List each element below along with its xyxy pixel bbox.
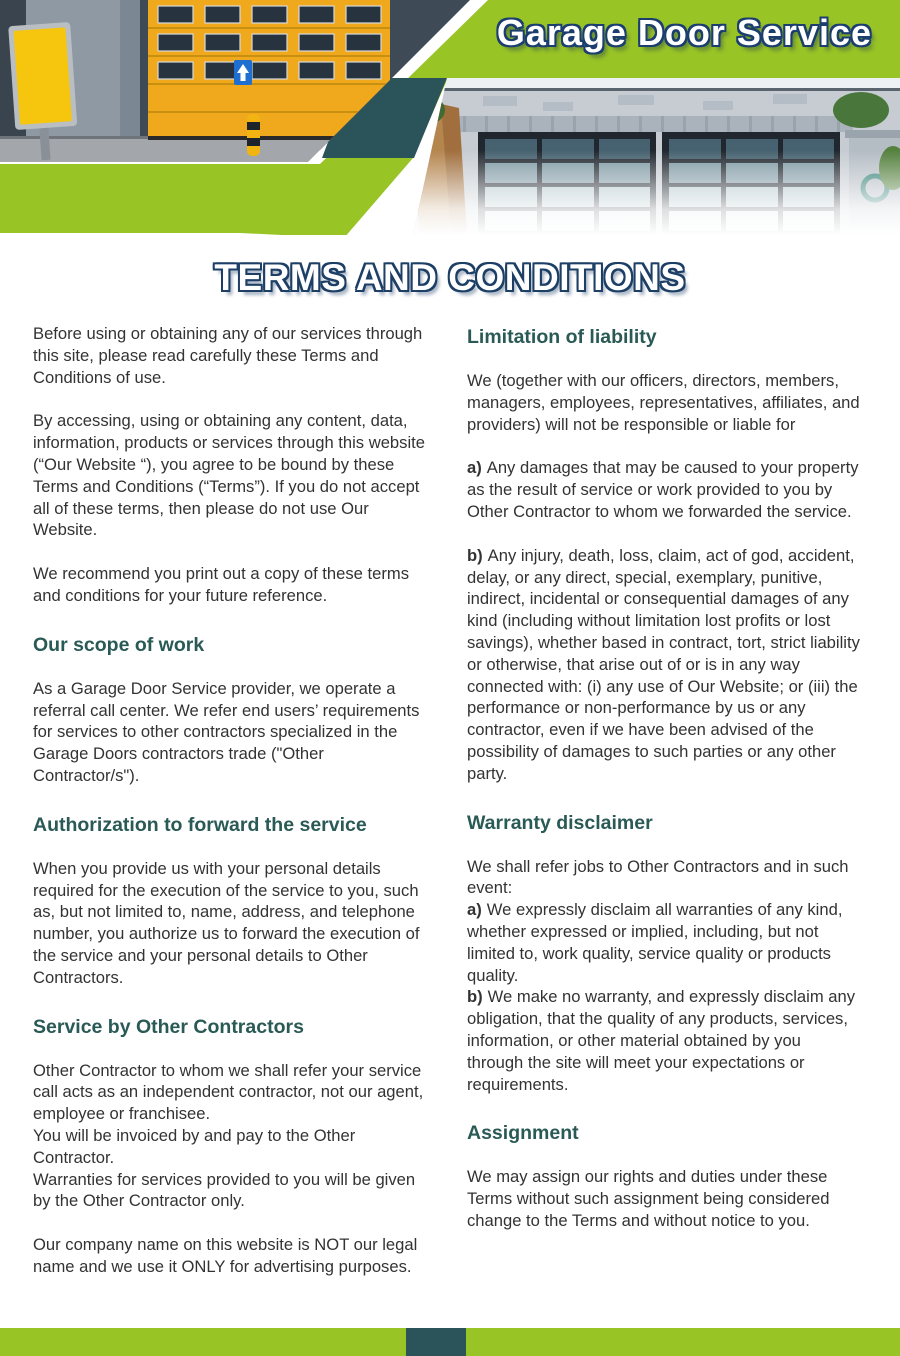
section-heading-service: Service by Other Contractors bbox=[33, 1015, 304, 1038]
company-name-paragraph: Our company name on this website is NOT our legal name and we use it ONLY for advertising purposes. bbox=[33, 1235, 418, 1276]
scope-paragraph: As a Garage Door Service provider, we operate a referral call center. We refer end users’ requirements for services to other contractors specialized in the Garage Doors contractors trade ("Other Contractor/s"). bbox=[33, 678, 420, 785]
terms-document bbox=[0, 235, 900, 1328]
liability-item-a-text: Any damages that may be caused to your property as the result of service or work provided to you by Other Contractor to whom we forwarded the service. bbox=[467, 458, 859, 521]
section-heading-scope: Our scope of work bbox=[33, 633, 205, 656]
intro-paragraph-2: By accessing, using or obtaining any content, data, information, products or services through this website (“Our Website “), you agree to be bound by these Terms and Conditions (“Terms”). If you do not accept all of these terms, then please do not use Our Website. bbox=[33, 411, 425, 540]
blue-arrow-sign bbox=[234, 60, 252, 85]
warranty-intro-line: We shall refer jobs to Other Contractors and in such event: bbox=[467, 856, 849, 898]
liability-item-b-text: Any injury, death, loss, claim, act of god, accident, delay, or any direct, special, exemplary, punitive, indirect, incidental or consequential damages of any kind (including without limitation lost profits or lost savings), whether based in contract, tort, strict liability or otherwise, that arise out of or is in any way connected with: (i) any use of Our Website; or (iii) the performance or non-performance by us or any contractor, even if we have been advised of the possibility of damages to such parties or any other party. bbox=[467, 545, 860, 783]
footer-bar bbox=[0, 1328, 900, 1356]
authorization-paragraph: When you provide us with your personal details required for the execution of the service to you, such as, but not limited to, name, address, and telephone number, you authorize us to forward the execution of the service and your personal details to Other Contractors. bbox=[33, 858, 420, 987]
section-heading-warranty: Warranty disclaimer bbox=[467, 811, 653, 834]
warranty-item-a bbox=[467, 899, 861, 986]
brand-title: Garage Door Service bbox=[496, 12, 872, 53]
photo-white-fade bbox=[410, 150, 900, 235]
assignment-paragraph: We may assign our rights and duties under these Terms without such assignment being considered change to the Terms and without notice to you. bbox=[467, 1167, 830, 1230]
header-banner bbox=[0, 0, 900, 235]
list-marker-a: a) bbox=[467, 458, 482, 478]
liability-intro-paragraph: We (together with our officers, directors, members, managers, employees, representatives, affiliates, and providers) will not be responsible or liable for bbox=[467, 371, 860, 434]
brick-lintel bbox=[453, 116, 853, 132]
service-line-3: Warranties for services provided to you will be given by the Other Contractor only. bbox=[33, 1169, 416, 1211]
safety-bollard bbox=[247, 114, 260, 156]
intro-paragraph-1: Before using or obtaining any of our services through this site, please read carefully these Terms and Conditions of use. bbox=[33, 324, 423, 387]
content-columns bbox=[0, 323, 900, 1300]
intro-paragraph-3: We recommend you print out a copy of these terms and conditions for your future reference. bbox=[33, 564, 409, 605]
section-heading-liability: Limitation of liability bbox=[467, 326, 657, 348]
list-marker-b: b) bbox=[467, 545, 483, 565]
section-heading-assignment: Assignment bbox=[467, 1122, 579, 1145]
warranty-item-b-text: We make no warranty, and expressly disclaim any obligation, that the quality of any products, services, information, or other material obtained by you through the site will meet your expectations or requirements. bbox=[467, 987, 856, 1094]
right-column bbox=[467, 323, 861, 1300]
service-line-2: You will be invoiced by and pay to the Other Contractor. bbox=[33, 1125, 356, 1167]
warranty-item-b bbox=[467, 986, 861, 1095]
list-marker-b: b) bbox=[467, 987, 483, 1007]
liability-item-b bbox=[467, 545, 861, 785]
service-line-1: Other Contractor to whom we shall refer your service call acts as an independent contractor, not our agent, employee or franchisee. bbox=[33, 1060, 424, 1124]
page-title: TERMS AND CONDITIONS bbox=[214, 257, 686, 298]
warranty-item-a-text: We expressly disclaim all warranties of any kind, whether expressed or implied, including, but not limited to, work quality, service quality or products quality. bbox=[467, 900, 843, 985]
footer-accent-block bbox=[406, 1328, 466, 1356]
section-heading-authorization: Authorization to forward the service bbox=[33, 813, 367, 836]
list-marker-a: a) bbox=[467, 900, 482, 920]
liability-item-a bbox=[467, 457, 861, 522]
left-column bbox=[33, 323, 427, 1300]
